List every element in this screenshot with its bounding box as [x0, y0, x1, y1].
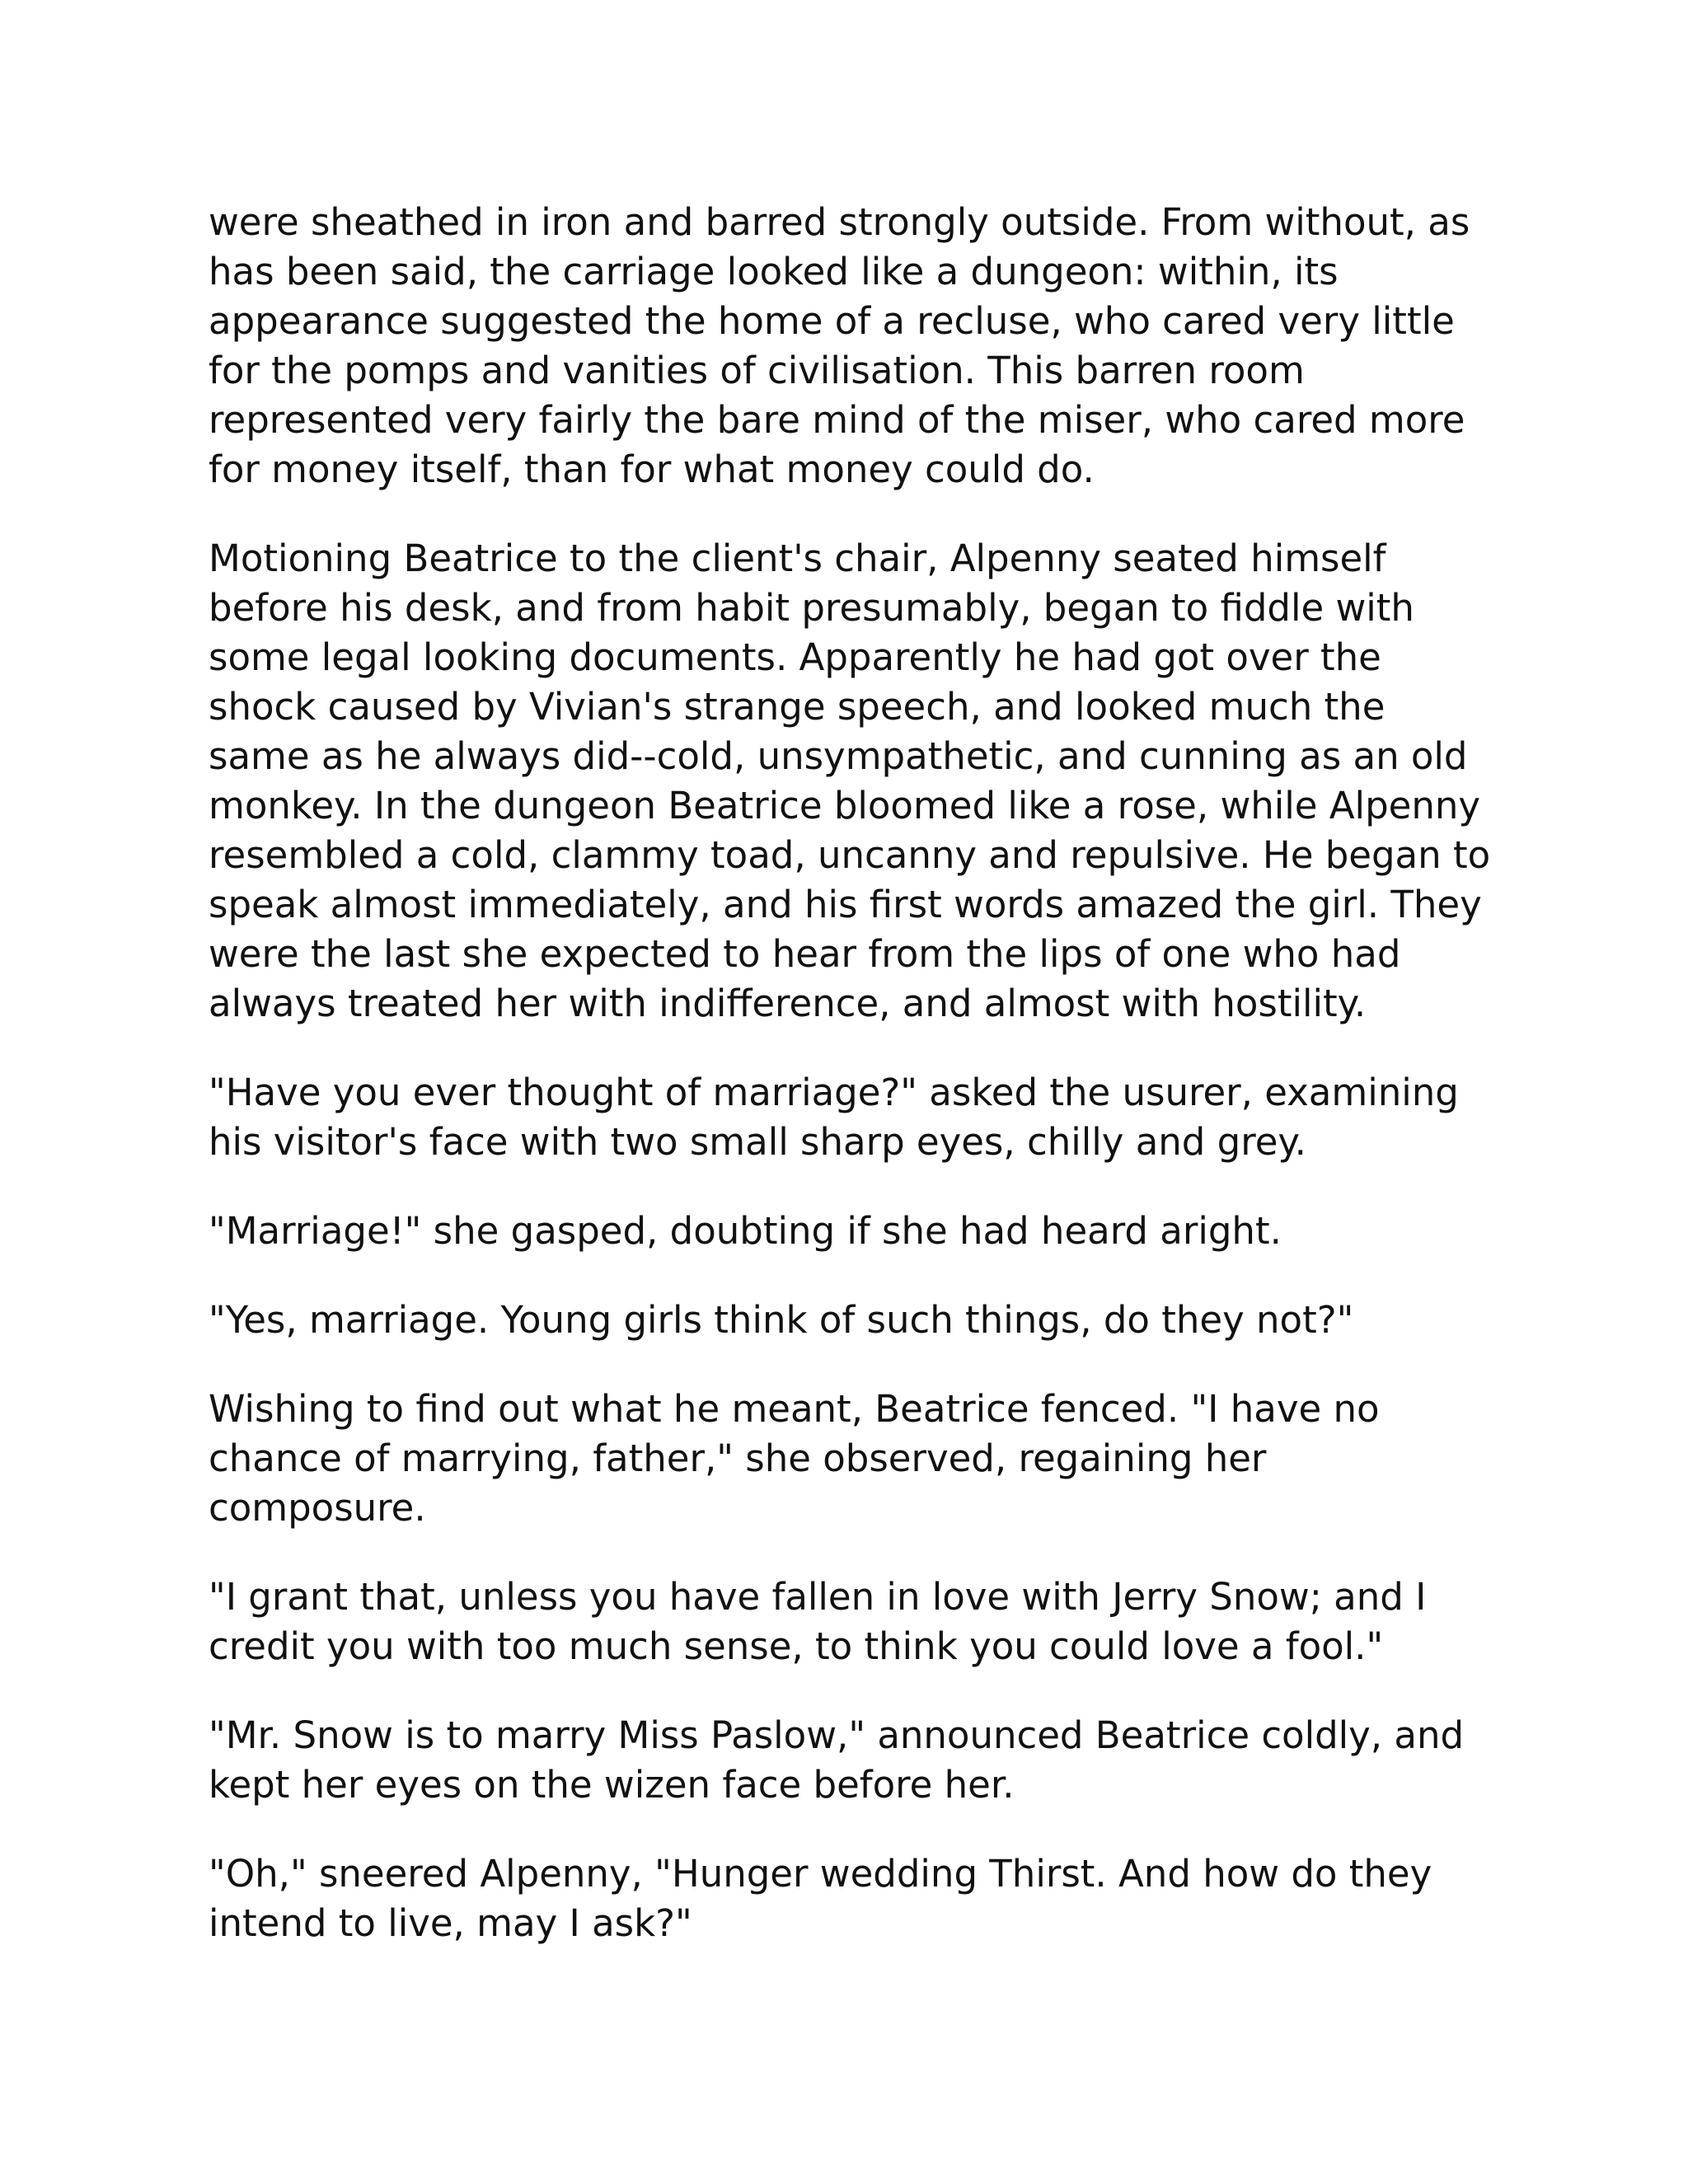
paragraph: were sheathed in iron and barred strongly outside. From without, as has been said, the carriage looked like a dungeon: within, its appearance suggested the home of a recluse, who cared very little for the pomps and vanities of civilisation. This barren room represented very fairly the bare mind of the miser, who cared more for money itself, than for what money could do.	[209, 200, 1470, 491]
paragraph: "I grant that, unless you have fallen in love with Jerry Snow; and I credit you with too much sense, to think you could love a fool."	[209, 1575, 1427, 1668]
paragraph: Motioning Beatrice to the client's chair, Alpenny seated himself before his desk, and from habit presumably, began to fiddle with some legal looking documents. Apparently he had got over the shock caused by Vivian's strange speech, and looked much the same as he always did--cold, unsympathetic, and cunning as an old monkey. In the dungeon Beatrice bloomed like a rose, while Alpenny resembled a cold, clammy toad, uncanny and repulsive. He began to speak almost immediately, and his first words amazed the girl. They were the last she expected to hear from the lips of one who had always treated her with indifference, and almost with hostility.	[209, 537, 1491, 1025]
paragraph: "Mr. Snow is to marry Miss Paslow," announced Beatrice coldly, and kept her eyes on the wizen face before her.	[209, 1713, 1465, 1807]
paragraph: Wishing to find out what he meant, Beatrice fenced. "I have no chance of marrying, father," she observed, regaining her composure.	[209, 1387, 1380, 1530]
paragraph: "Have you ever thought of marriage?" asked the usurer, examining his visitor's face with two small sharp eyes, chilly and grey.	[209, 1071, 1459, 1164]
paragraph: "Yes, marriage. Young girls think of such things, do they not?"	[209, 1298, 1354, 1342]
paragraph: "Marriage!" she gasped, doubting if she had heard aright.	[209, 1209, 1282, 1253]
body-text	[209, 198, 1494, 1948]
paragraph: "Oh," sneered Alpenny, "Hunger wedding Thirst. And how do they intend to live, may I ask?"	[209, 1852, 1432, 1945]
